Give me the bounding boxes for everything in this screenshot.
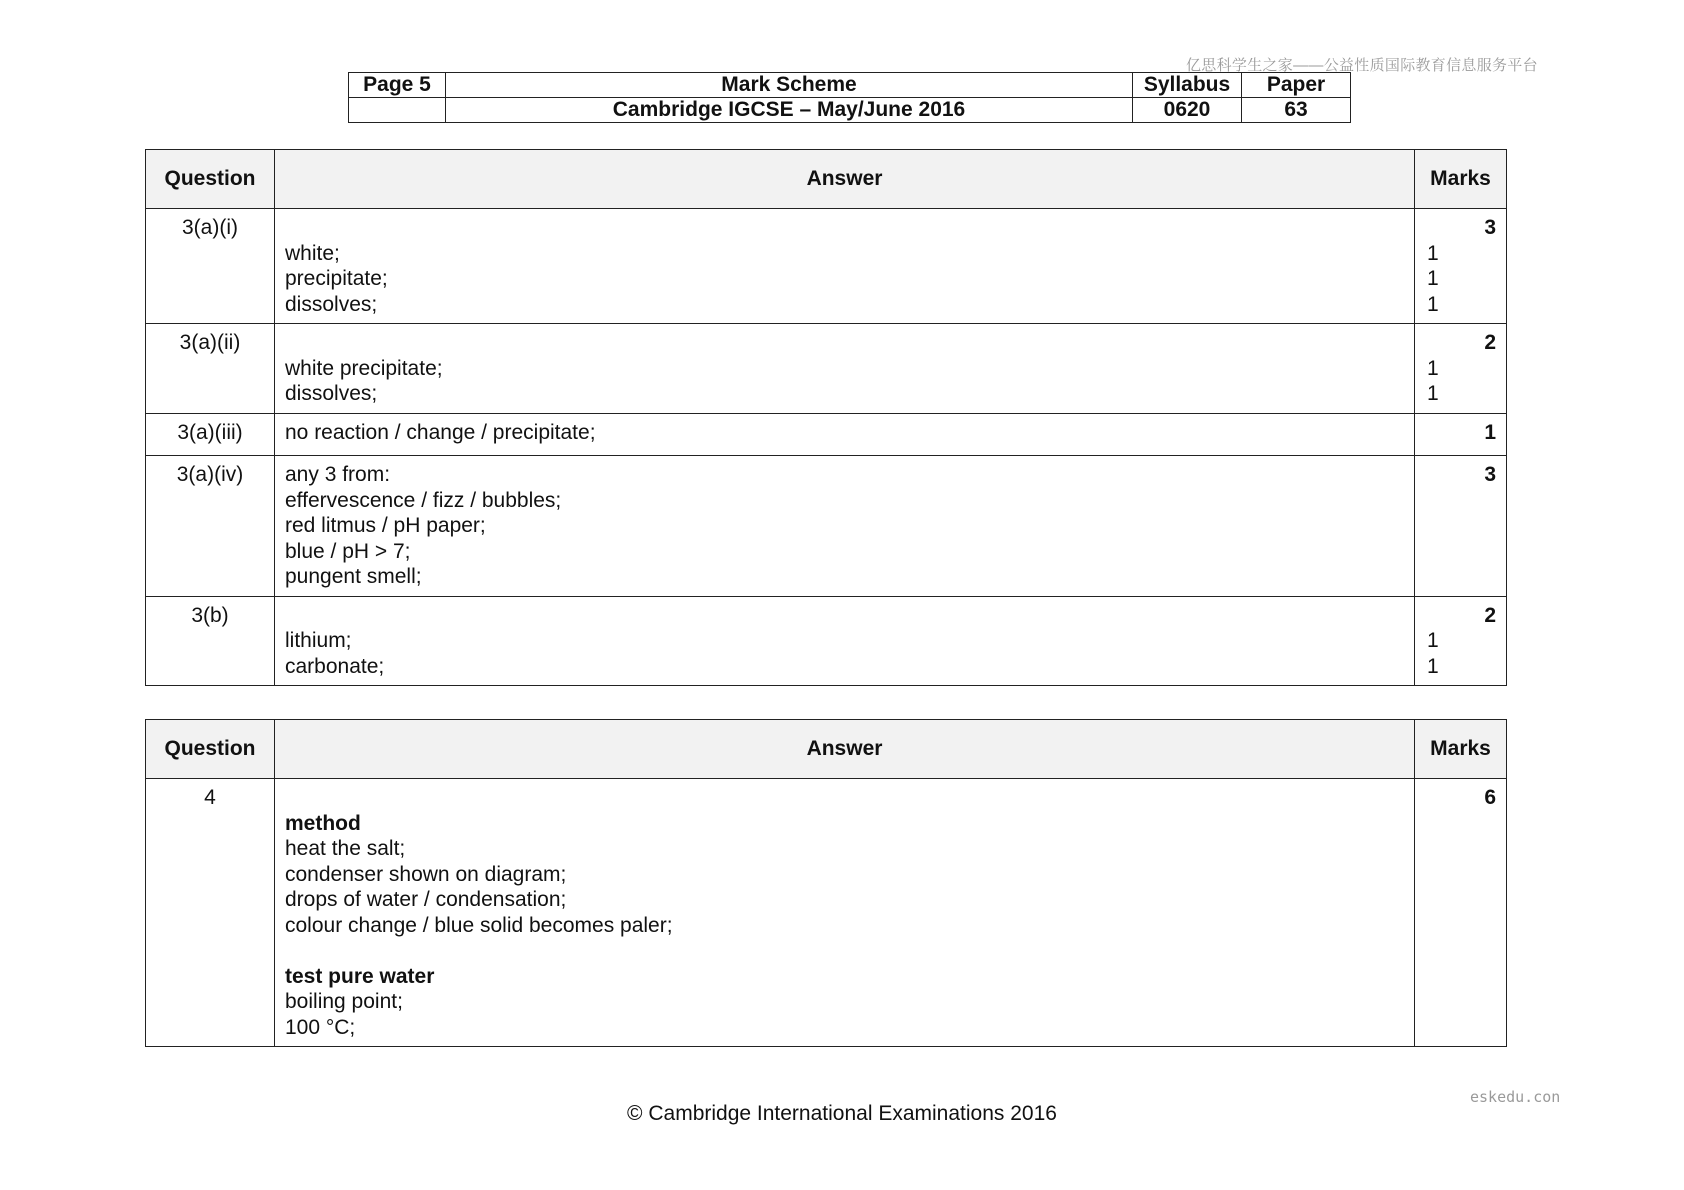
page-number-blank xyxy=(349,98,446,123)
page-number: Page 5 xyxy=(349,73,446,98)
mark-line: 1 xyxy=(1427,267,1439,290)
marks-total: 6 xyxy=(1484,786,1496,809)
answer-line: condenser shown on diagram; xyxy=(285,862,567,886)
answer-line: white precipitate; xyxy=(285,356,443,380)
answer-line: pungent smell; xyxy=(285,565,422,588)
watermark-top: 亿思科学生之家——公益性质国际教育信息服务平台 xyxy=(1186,57,1538,74)
answer-line: boiling point; xyxy=(285,990,403,1013)
marks-total: 3 xyxy=(1484,463,1496,486)
method-heading: method xyxy=(285,811,361,835)
question-number: 3(a)(iii) xyxy=(146,413,275,456)
copyright-footer: © Cambridge International Examinations 2016 xyxy=(627,1102,1057,1125)
marks-cell xyxy=(1415,456,1507,597)
mark-line: 1 xyxy=(1427,382,1439,405)
table-row xyxy=(146,456,1507,597)
syllabus-label: Syllabus xyxy=(1133,73,1242,98)
marks-cell xyxy=(1415,324,1507,414)
mark-scheme-table-q3 xyxy=(145,149,1507,686)
column-header-question: Question xyxy=(146,150,275,209)
doc-title: Mark Scheme xyxy=(446,73,1133,98)
column-header-answer: Answer xyxy=(275,720,1415,779)
answer-line: dissolves; xyxy=(285,382,378,405)
answer-cell xyxy=(275,324,1415,414)
mark-line: 1 xyxy=(1427,629,1439,652)
marks-cell xyxy=(1415,413,1507,456)
answer-line: white; xyxy=(285,241,340,265)
answer-cell xyxy=(275,413,1415,456)
exam-name: Cambridge IGCSE – May/June 2016 xyxy=(446,98,1133,123)
marks-cell xyxy=(1415,209,1507,324)
answer-line: drops of water / condensation; xyxy=(285,888,567,911)
mark-line: 1 xyxy=(1427,356,1439,380)
table-row xyxy=(146,596,1507,686)
question-number: 4 xyxy=(146,779,275,1047)
table-row xyxy=(146,413,1507,456)
mark-line: 1 xyxy=(1427,241,1439,265)
column-header-marks: Marks xyxy=(1415,720,1507,779)
marks-cell xyxy=(1415,596,1507,686)
table-row xyxy=(146,324,1507,414)
answer-line: blue / pH > 7; xyxy=(285,539,411,563)
answer-line: 100 °C; xyxy=(285,1015,356,1039)
paper-label: Paper xyxy=(1242,73,1351,98)
mark-line: 1 xyxy=(1427,654,1439,678)
column-header-question: Question xyxy=(146,720,275,779)
answer-line: effervescence / fizz / bubbles; xyxy=(285,488,562,512)
marks-total: 2 xyxy=(1484,331,1496,354)
column-header-marks: Marks xyxy=(1415,150,1507,209)
answer-line: lithium; xyxy=(285,629,352,652)
marks-total: 3 xyxy=(1484,216,1496,239)
paper-number: 63 xyxy=(1242,98,1351,123)
table-row xyxy=(146,779,1507,1047)
syllabus-code: 0620 xyxy=(1133,98,1242,123)
answer-line: precipitate; xyxy=(285,267,388,290)
question-number: 3(b) xyxy=(146,596,275,686)
answer-line: no reaction / change / precipitate; xyxy=(285,420,596,444)
page-header-table xyxy=(348,72,1351,123)
answer-line: any 3 from: xyxy=(285,463,391,486)
question-number: 3(a)(ii) xyxy=(146,324,275,414)
question-number: 3(a)(i) xyxy=(146,209,275,324)
mark-line: 1 xyxy=(1427,292,1439,316)
table-row xyxy=(146,209,1507,324)
marks-total: 1 xyxy=(1484,420,1496,444)
test-heading: test pure water xyxy=(285,964,435,988)
answer-line: carbonate; xyxy=(285,654,385,678)
answer-cell xyxy=(275,209,1415,324)
answer-cell xyxy=(275,456,1415,597)
answer-line: heat the salt; xyxy=(285,837,406,860)
mark-scheme-table-q4 xyxy=(145,719,1507,1047)
answer-cell xyxy=(275,779,1415,1047)
answer-line: dissolves; xyxy=(285,292,378,316)
marks-total: 2 xyxy=(1484,603,1496,627)
answer-cell xyxy=(275,596,1415,686)
answer-line: colour change / blue solid becomes paler; xyxy=(285,913,673,937)
answer-line: red litmus / pH paper; xyxy=(285,514,486,537)
column-header-answer: Answer xyxy=(275,150,1415,209)
marks-cell xyxy=(1415,779,1507,1047)
question-number: 3(a)(iv) xyxy=(146,456,275,597)
watermark-bottom: eskedu.con xyxy=(1470,1088,1561,1106)
